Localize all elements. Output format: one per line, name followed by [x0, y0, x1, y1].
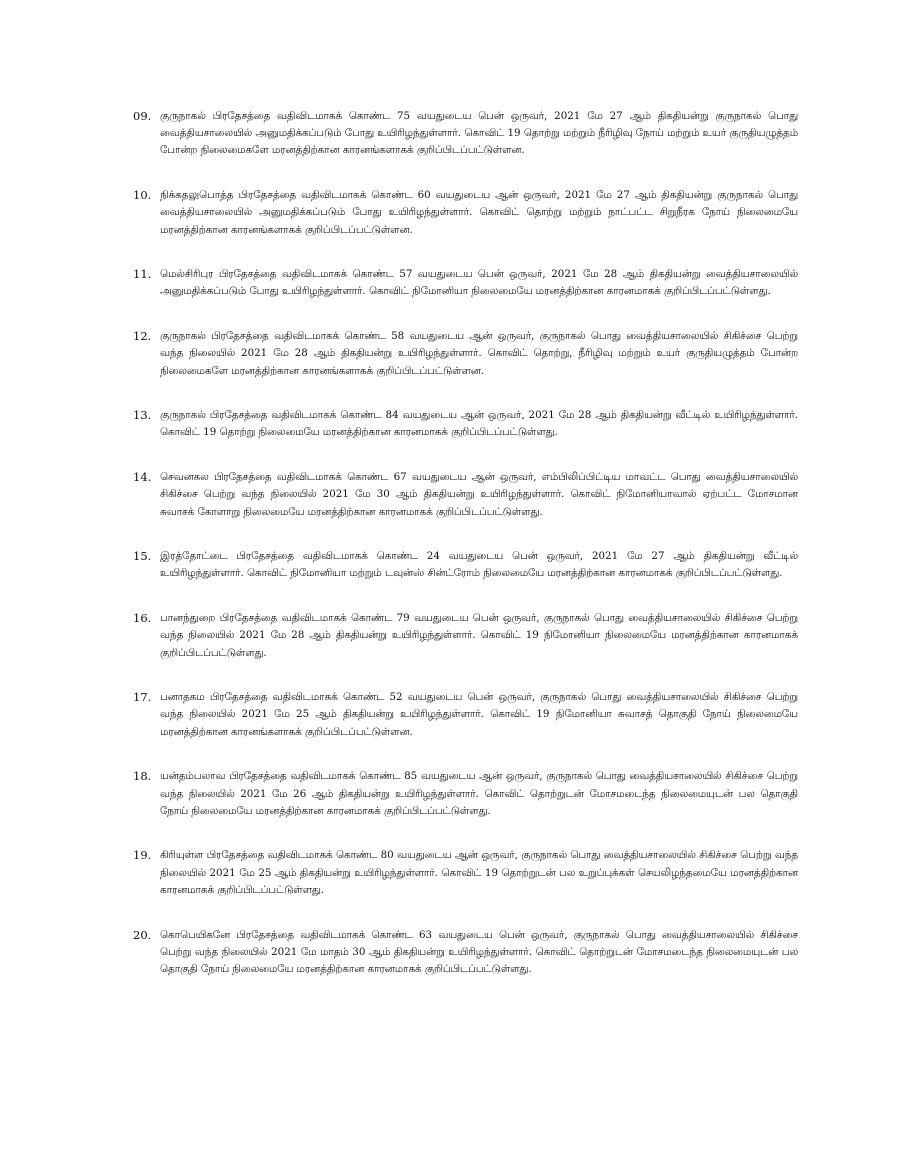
list-item [133, 927, 798, 979]
entry-number: 11. [133, 267, 152, 282]
entry-text: குருநாகல் பிரதேசத்தை வதிவிடமாகக் கொண்ட 84 வயதுடைய ஆன் ஒருவர், 2021 மே 28 ஆம் திகதியன்று வீட்டில் உயிரிழந்துள்ளார். கொவிட் 19 தொற்று நிலைமையே மரனத்திற்கான காரனமாகக் குறிப்பிடப்பட்டுள்ளது. [160, 409, 798, 439]
entry-text: பனாதகம பிரதேசத்தை வதிவிடமாகக் கொண்ட 52 வயதுடைய பென் ஒருவர், குருநாகல் பொது வைத்தியசாலையில் சிகிச்சை பெற்று வந்த நிலையில் 2021 மே 25 ஆம் திகதியன்று உயிரிழந்துள்ளார். கொவிட் 19 நிமோனியா சுவாசத் தொகுதி நோய் நிலைமையே மரனத்திற்கான காரனங்களாகக் குறிப்பிடப்பட்டுள்ளன. [160, 691, 798, 738]
list-item [133, 108, 798, 160]
entry-text: பானந்துறை பிரதேசத்தை வதிவிடமாகக் கொண்ட 79 வயதுடைய பென் ஒருவர், குருநாகல் பொது வைத்தியசாலையில் சிகிச்சை பெற்று வந்த நிலையில் 2021 மே 28 ஆம் திகதியன்று உயிரிழந்துள்ளார். கொவிட் 19 நிமோனியா நிலைமையே மரனத்திற்கான காரனமாகக் குறிப்பிடப்பட்டுள்ளது. [160, 612, 798, 659]
list-item [133, 768, 798, 820]
death-report-list [133, 108, 798, 1006]
entry-number: 16. [133, 611, 152, 626]
entry-number: 13. [133, 408, 152, 423]
entry-text: கிரியுள்ள பிரதேசத்தை வதிவிடமாகக் கொண்ட 80 வயதுடைய ஆன் ஒருவர், குருநாகல் பொது வைத்தியசாலையில் சிகிச்சை பெற்று வந்த நிலையில் 2021 மே 25 ஆம் திகதியன்று உயிரிழந்துள்ளார். கொவிட் 19 தொற்றுடன் பல உறுப்புக்கள் செயலிழந்தமையே மரனத்திற்கான காரனமாகக் குறிப்பிடப்பட்டுள்ளது. [160, 849, 798, 896]
list-item [133, 548, 798, 582]
entry-text: இரத்தோட்டை பிரதேசத்தை வதிவிடமாகக் கொண்ட 24 வயதுடைய பென் ஒருவர், 2021 மே 27 ஆம் திகதியன்று வீட்டில் உயிரிழந்துள்ளார். கொவிட் நிமோனியா மற்றும் டவுன்ஸ் சின்ட்ரோம் நிலைமையே மரனத்திற்கான காரனமாகக் குறிப்பிடப்பட்டுள்ளது. [160, 550, 798, 580]
entry-number: 20. [133, 927, 152, 942]
list-item [133, 610, 798, 662]
entry-text: மெல்சிரிபுர பிரதேசத்தை வதிவிடமாகக் கொண்ட 57 வயதுடைய பென் ஒருவர், 2021 மே 28 ஆம் திகதியன்று வைத்தியசாலையில் அனுமதிக்கப்படும் போது உயிரிழந்துள்ளார். கொவிட் நிமோனியா நிலைமையே மரனத்திற்கான காரனமாகக் குறிப்பிடப்பட்டுள்ளது. [160, 268, 798, 298]
list-item [133, 328, 798, 380]
entry-number: 18. [133, 769, 152, 784]
entry-number: 12. [133, 329, 152, 344]
list-item [133, 266, 798, 300]
entry-text: குருநாகல் பிரதேசத்தை வதிவிடமாகக் கொண்ட 58 வயதுடைய ஆன் ஒருவர், குருநாகல் பொது வைத்தியசாலையில் சிகிச்சை பெற்று வந்த நிலையில் 2021 மே 28 ஆம் திகதியன்று உயிரிழந்துள்ளார். கொவிட் தொற்று, நீரிழிவு மற்றும் உயர் குருதியழுத்தம் போன்ற நிலைமைகளே மரனத்திற்கான காரனங்களாகக் குறிப்பிடப்பட்டுள்ளன. [160, 330, 798, 377]
entry-number: 17. [133, 690, 152, 705]
list-item [133, 689, 798, 741]
list-item [133, 187, 798, 239]
entry-number: 19. [133, 848, 152, 863]
list-item [133, 407, 798, 441]
entry-text: செவனகல பிரதேசத்தை வதிவிடமாகக் கொண்ட 67 வயதுடைய ஆன் ஒருவர், எம்பிலிப்பிட்டிய மாவட்ட பொது வைத்தியசாலையில் சிகிச்சை பெற்று வந்த நிலையில் 2021 மே 30 ஆம் திகதியன்று உயிரிழந்துள்ளார். கொவிட் நிமோனியாவால் ஏற்பட்ட மோசமான சுவாசக் கோளாறு நிலைமையே மரனத்திற்கான காரனமாகக் குறிப்பிடப்பட்டுள்ளது. [160, 471, 798, 518]
entry-number: 10. [133, 188, 152, 203]
entry-text: நிக்கதலுபொத்த பிரதேசத்தை வதிவிடமாகக் கொண்ட 60 வயதுடைய ஆன் ஒருவர், 2021 மே 27 ஆம் திகதியன்று குருநாகல் பொது வைத்தியசாலையில் அனுமதிக்கப்படும் போது உயிரிழந்துள்ளார். கொவிட் தொற்று மற்றும் நாட்பட்ட சிறுநீரக நோய் நிலைமையே மரனத்திற்கான காரனங்களாகக் குறிப்பிடப்பட்டுள்ளன. [160, 189, 798, 236]
list-item [133, 469, 798, 521]
entry-number: 15. [133, 549, 152, 564]
entry-number: 09. [133, 109, 152, 123]
entry-text: யன்தம்பலாவ பிரதேசத்தை வதிவிடமாகக் கொண்ட 85 வயதுடைய ஆன் ஒருவர், குருநாகல் பொது வைத்தியசாலையில் சிகிச்சை பெற்று வந்த நிலையில் 2021 மே 26 ஆம் திகதியன்று உயிரிழந்துள்ளார். கொவிட் தொற்றுடன் மோசமடைந்த நிலைமையுடன் பல தொகுதி நோய் நிலைமையே மரனத்திற்கான காரனமாகக் குறிப்பிடப்பட்டுள்ளது. [160, 770, 798, 817]
entry-text: கொபெயிகனே பிரதேசத்தை வதிவிடமாகக் கொண்ட 63 வயதுடைய பென் ஒருவர், குருநாகல் பொது வைத்தியசாலையில் சிகிச்சை பெற்று வந்த நிலையில் 2021 மே மாதம் 30 ஆம் திகதியன்று உயிரிழந்துள்ளார். கொவிட் தொற்றுடன் மோசமடைந்த நிலைமையுடன் பல தொகுதி நோய் நிலைமையே மரனத்திற்கான காரனமாகக் குறிப்பிடப்பட்டுள்ளது. [160, 928, 798, 975]
entry-number: 14. [133, 470, 152, 485]
entry-text: குருநாகல் பிரதேசத்தை வதிவிடமாகக் கொண்ட 75 வயதுடைய பென் ஒருவர், 2021 மே 27 ஆம் திகதியன்று குருநாகல் பொது வைத்தியசாலையில் அனுமதிக்கப்படும் போது உயிரிழந்துள்ளார். கொவிட் 19 தொற்று மற்றும் நீரிழிவு நோய் மற்றும் உயர் குருதியழுத்தம் போன்ற நிலைமைகளே மரனத்திற்கான காரனங்களாகக் குறிப்பிடப்பட்டுள்ளன. [160, 110, 798, 157]
list-item [133, 847, 798, 899]
